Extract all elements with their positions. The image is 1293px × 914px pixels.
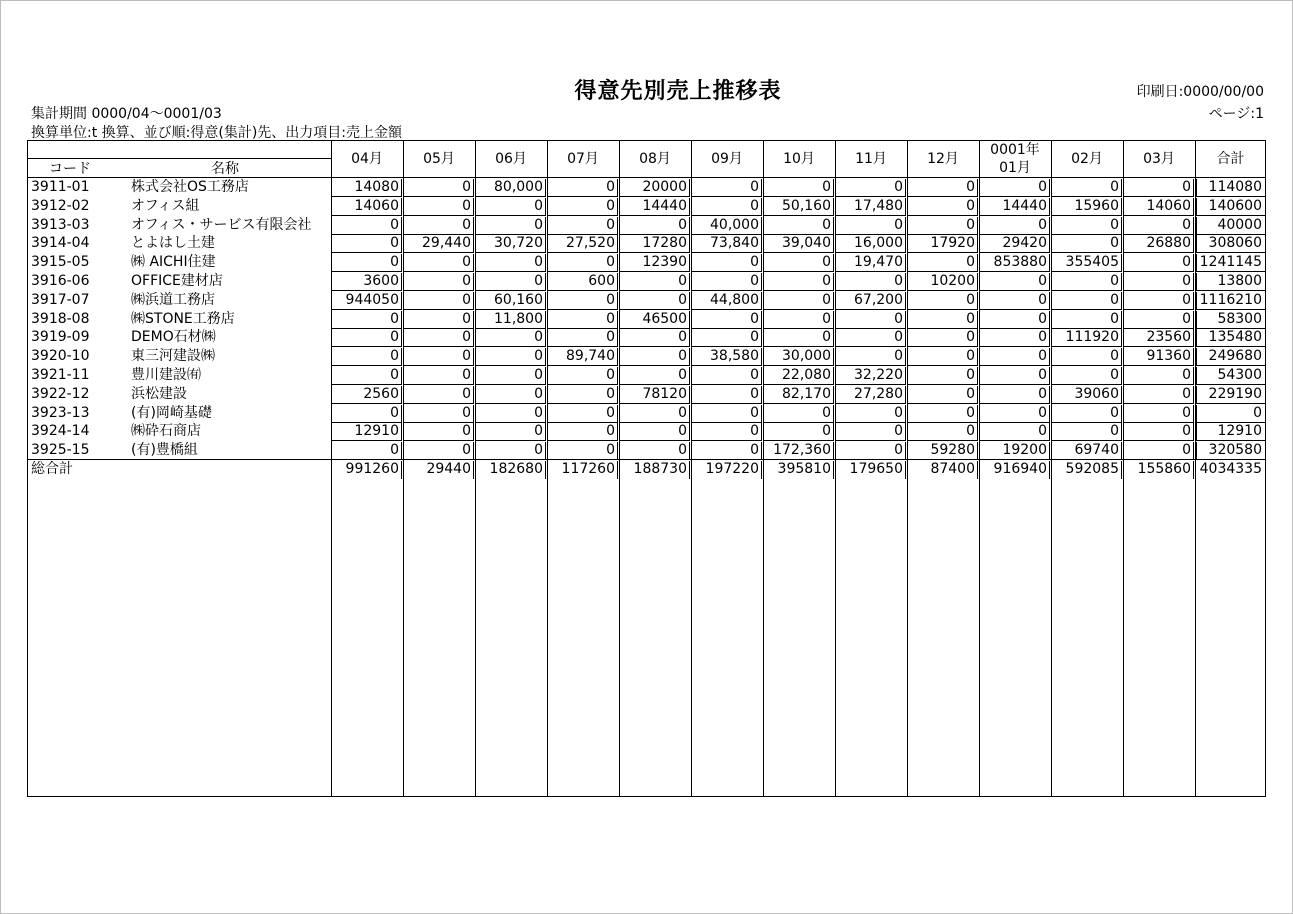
row-month-value: 0 bbox=[1051, 405, 1122, 423]
row-month-value: 0 bbox=[475, 367, 546, 385]
row-month-value: 0 bbox=[331, 367, 402, 385]
row-month-value: 0 bbox=[547, 423, 618, 441]
column-header-month: 12月 bbox=[927, 151, 959, 167]
row-month-value: 22,080 bbox=[763, 367, 834, 385]
row-total-value: 1116210 bbox=[1196, 292, 1265, 310]
row-month-value: 15960 bbox=[1051, 198, 1122, 216]
grand-total-label: 総合計 bbox=[31, 461, 73, 477]
row-month-value: 0 bbox=[331, 217, 402, 235]
row-name: (有)岡崎基礎 bbox=[131, 404, 212, 421]
row-month-value: 0 bbox=[475, 254, 546, 272]
row-month-value: 0 bbox=[547, 442, 618, 460]
row-month-value: 0 bbox=[619, 292, 690, 310]
row-month-value: 0 bbox=[403, 198, 474, 216]
row-month-value: 0 bbox=[475, 348, 546, 366]
row-name: 豊川建設㈲ bbox=[131, 367, 201, 383]
row-month-value: 29420 bbox=[979, 235, 1050, 253]
column-header-month: 04月 bbox=[351, 151, 383, 167]
column-header-month: 09月 bbox=[711, 151, 743, 167]
grand-total-month-value: 155860 bbox=[1123, 461, 1194, 479]
row-month-value: 0 bbox=[907, 217, 978, 235]
row-month-value: 0 bbox=[331, 329, 402, 347]
row-month-value: 14060 bbox=[1123, 198, 1194, 216]
row-month-value: 26880 bbox=[1123, 235, 1194, 253]
row-month-value: 0 bbox=[403, 311, 474, 329]
row-month-value: 12390 bbox=[619, 254, 690, 272]
row-month-value: 2560 bbox=[331, 386, 402, 404]
row-month-value: 14080 bbox=[331, 179, 402, 197]
row-month-value: 0 bbox=[691, 405, 762, 423]
row-month-value: 0 bbox=[619, 273, 690, 291]
grand-total-month-value: 29440 bbox=[403, 461, 474, 479]
row-month-value: 0 bbox=[835, 179, 906, 197]
row-month-value: 0 bbox=[1123, 405, 1194, 423]
row-month-value: 0 bbox=[547, 292, 618, 310]
row-month-value: 0 bbox=[619, 348, 690, 366]
row-month-value: 0 bbox=[619, 217, 690, 235]
column-header-month: 06月 bbox=[495, 151, 527, 167]
row-month-value: 0 bbox=[907, 423, 978, 441]
row-month-value: 0 bbox=[907, 254, 978, 272]
row-month-value: 0 bbox=[979, 423, 1050, 441]
page-number: ページ:1 bbox=[1208, 106, 1264, 122]
row-month-value: 0 bbox=[763, 254, 834, 272]
row-month-value: 0 bbox=[1051, 273, 1122, 291]
column-header-total: 合計 bbox=[1216, 151, 1245, 167]
row-month-value: 0 bbox=[907, 386, 978, 404]
row-month-value: 0 bbox=[835, 405, 906, 423]
row-month-value: 38,580 bbox=[691, 348, 762, 366]
row-month-value: 0 bbox=[835, 423, 906, 441]
row-total-value: 54300 bbox=[1196, 367, 1265, 385]
row-total-value: 40000 bbox=[1196, 217, 1265, 235]
row-month-value: 0 bbox=[547, 405, 618, 423]
row-total-value: 135480 bbox=[1196, 329, 1265, 347]
row-month-value: 0 bbox=[1123, 367, 1194, 385]
row-month-value: 0 bbox=[907, 405, 978, 423]
row-code: 3917-07 bbox=[31, 291, 90, 308]
row-month-value: 0 bbox=[1051, 367, 1122, 385]
row-month-value: 0 bbox=[475, 217, 546, 235]
row-month-value: 0 bbox=[691, 329, 762, 347]
row-month-value: 50,160 bbox=[763, 198, 834, 216]
row-month-value: 0 bbox=[763, 292, 834, 310]
row-month-value: 78120 bbox=[619, 386, 690, 404]
row-month-value: 17280 bbox=[619, 235, 690, 253]
row-month-value: 16,000 bbox=[835, 235, 906, 253]
row-month-value: 23560 bbox=[1123, 329, 1194, 347]
row-month-value: 0 bbox=[691, 367, 762, 385]
row-month-value: 0 bbox=[979, 292, 1050, 310]
row-month-value: 0 bbox=[403, 442, 474, 460]
row-month-value: 39,040 bbox=[763, 235, 834, 253]
row-month-value: 0 bbox=[475, 386, 546, 404]
row-month-value: 0 bbox=[979, 273, 1050, 291]
grand-total-month-value: 179650 bbox=[835, 461, 906, 479]
row-month-value: 0 bbox=[1123, 423, 1194, 441]
column-header-month-sub: 01月 bbox=[999, 160, 1031, 176]
column-header-month: 03月 bbox=[1143, 151, 1175, 167]
row-month-value: 0 bbox=[1051, 292, 1122, 310]
row-name: とよはし土建 bbox=[131, 235, 215, 252]
grand-total-month-value: 188730 bbox=[619, 461, 690, 479]
row-month-value: 46500 bbox=[619, 311, 690, 329]
row-month-value: 0 bbox=[691, 423, 762, 441]
row-month-value: 0 bbox=[1051, 423, 1122, 441]
row-month-value: 0 bbox=[403, 254, 474, 272]
row-month-value: 172,360 bbox=[763, 442, 834, 460]
column-header-month: 11月 bbox=[855, 151, 887, 167]
grand-total-value: 4034335 bbox=[1199, 461, 1262, 477]
row-month-value: 0 bbox=[1051, 235, 1122, 253]
row-name: DEMO石材㈱ bbox=[131, 329, 216, 346]
report-title: 得意先別売上推移表 bbox=[574, 79, 782, 104]
row-month-value: 0 bbox=[331, 348, 402, 366]
row-month-value: 0 bbox=[331, 311, 402, 329]
header-divider bbox=[27, 177, 1266, 178]
row-code: 3914-04 bbox=[31, 235, 90, 252]
row-month-value: 0 bbox=[979, 405, 1050, 423]
grand-total-month-value: 395810 bbox=[763, 461, 834, 479]
row-month-value: 0 bbox=[475, 405, 546, 423]
row-month-value: 91360 bbox=[1123, 348, 1194, 366]
column-header-month: 0001年 bbox=[990, 142, 1040, 158]
row-month-value: 0 bbox=[1123, 386, 1194, 404]
row-month-value: 0 bbox=[547, 217, 618, 235]
row-name: 株式会社OS工務店 bbox=[131, 179, 249, 195]
row-month-value: 0 bbox=[835, 311, 906, 329]
row-month-value: 0 bbox=[907, 367, 978, 385]
row-month-value: 0 bbox=[619, 367, 690, 385]
row-total-value: 12910 bbox=[1196, 423, 1265, 441]
aggregation-period: 集計期間 0000/04～0001/03 bbox=[31, 106, 222, 122]
row-total-value: 58300 bbox=[1196, 311, 1265, 329]
row-month-value: 0 bbox=[1051, 217, 1122, 235]
row-month-value: 14440 bbox=[979, 198, 1050, 216]
row-month-value: 0 bbox=[763, 179, 834, 197]
row-month-value: 0 bbox=[1051, 348, 1122, 366]
row-month-value: 59280 bbox=[907, 442, 978, 460]
row-name: ㈱STONE工務店 bbox=[131, 310, 235, 327]
row-month-value: 0 bbox=[547, 367, 618, 385]
grand-total-month-value: 916940 bbox=[979, 461, 1050, 479]
row-code: 3922-12 bbox=[31, 385, 90, 402]
row-month-value: 40,000 bbox=[691, 217, 762, 235]
row-month-value: 0 bbox=[907, 292, 978, 310]
row-month-value: 0 bbox=[979, 217, 1050, 235]
row-month-value: 0 bbox=[691, 198, 762, 216]
row-month-value: 0 bbox=[907, 311, 978, 329]
row-name: ㈱砕石商店 bbox=[131, 423, 201, 440]
grand-total-month-value: 117260 bbox=[547, 461, 618, 479]
row-month-value: 14440 bbox=[619, 198, 690, 216]
row-month-value: 0 bbox=[619, 329, 690, 347]
row-month-value: 30,720 bbox=[475, 235, 546, 253]
row-month-value: 0 bbox=[1123, 217, 1194, 235]
row-total-value: 140600 bbox=[1196, 198, 1265, 216]
row-month-value: 0 bbox=[403, 217, 474, 235]
row-month-value: 0 bbox=[907, 329, 978, 347]
row-month-value: 0 bbox=[475, 442, 546, 460]
row-code: 3913-03 bbox=[31, 216, 90, 233]
row-name: OFFICE建材店 bbox=[131, 273, 223, 289]
row-month-value: 0 bbox=[1123, 292, 1194, 310]
row-month-value: 0 bbox=[835, 348, 906, 366]
row-month-value: 14060 bbox=[331, 198, 402, 216]
row-month-value: 0 bbox=[403, 179, 474, 197]
row-total-value: 249680 bbox=[1196, 348, 1265, 366]
row-month-value: 0 bbox=[403, 405, 474, 423]
print-date: 印刷日:0000/00/00 bbox=[1136, 84, 1264, 100]
row-month-value: 0 bbox=[907, 198, 978, 216]
row-total-value: 308060 bbox=[1196, 235, 1265, 253]
row-month-value: 0 bbox=[331, 405, 402, 423]
row-month-value: 0 bbox=[475, 423, 546, 441]
row-month-value: 0 bbox=[835, 273, 906, 291]
row-month-value: 11,800 bbox=[475, 311, 546, 329]
row-month-value: 27,280 bbox=[835, 386, 906, 404]
row-month-value: 0 bbox=[1051, 311, 1122, 329]
row-code: 3924-14 bbox=[31, 423, 90, 440]
row-month-value: 0 bbox=[331, 254, 402, 272]
row-name: 浜松建設 bbox=[131, 385, 187, 402]
row-month-value: 0 bbox=[763, 217, 834, 235]
row-month-value: 0 bbox=[691, 254, 762, 272]
row-month-value: 944050 bbox=[331, 292, 402, 310]
grand-total-month-value: 87400 bbox=[907, 461, 978, 479]
row-code: 3911-01 bbox=[31, 179, 90, 195]
column-header-name: 名称 bbox=[211, 161, 239, 177]
row-month-value: 0 bbox=[763, 405, 834, 423]
row-month-value: 19200 bbox=[979, 442, 1050, 460]
row-month-value: 0 bbox=[1051, 179, 1122, 197]
row-month-value: 0 bbox=[331, 442, 402, 460]
row-month-value: 0 bbox=[691, 442, 762, 460]
row-month-value: 19,470 bbox=[835, 254, 906, 272]
row-month-value: 89,740 bbox=[547, 348, 618, 366]
row-month-value: 0 bbox=[979, 348, 1050, 366]
column-header-month: 02月 bbox=[1071, 151, 1103, 167]
row-month-value: 355405 bbox=[1051, 254, 1122, 272]
row-month-value: 0 bbox=[691, 386, 762, 404]
row-total-value: 320580 bbox=[1196, 442, 1265, 460]
row-month-value: 0 bbox=[331, 235, 402, 253]
row-month-value: 0 bbox=[979, 311, 1050, 329]
column-header-code: コード bbox=[49, 161, 91, 177]
grand-total-month-value: 197220 bbox=[691, 461, 762, 479]
row-month-value: 0 bbox=[475, 273, 546, 291]
row-month-value: 0 bbox=[1123, 254, 1194, 272]
row-total-value: 0 bbox=[1196, 405, 1265, 423]
row-month-value: 80,000 bbox=[475, 179, 546, 197]
row-month-value: 0 bbox=[403, 273, 474, 291]
row-month-value: 0 bbox=[835, 442, 906, 460]
row-code: 3925-15 bbox=[31, 442, 90, 459]
grand-total-month-value: 182680 bbox=[475, 461, 546, 479]
row-month-value: 60,160 bbox=[475, 292, 546, 310]
row-month-value: 0 bbox=[1123, 311, 1194, 329]
row-month-value: 0 bbox=[1123, 273, 1194, 291]
row-total-value: 13800 bbox=[1196, 273, 1265, 291]
row-month-value: 0 bbox=[763, 329, 834, 347]
row-month-value: 0 bbox=[691, 179, 762, 197]
row-name: ㈱ AICHI住建 bbox=[131, 254, 216, 271]
row-month-value: 0 bbox=[979, 367, 1050, 385]
row-month-value: 0 bbox=[547, 311, 618, 329]
row-month-value: 0 bbox=[547, 198, 618, 216]
row-month-value: 0 bbox=[691, 273, 762, 291]
grand-total-month-value: 592085 bbox=[1051, 461, 1122, 479]
row-name: オフィス・サービス有限会社 bbox=[131, 216, 312, 233]
row-month-value: 0 bbox=[1123, 442, 1194, 460]
row-month-value: 0 bbox=[691, 311, 762, 329]
row-name: 東三河建設㈱ bbox=[131, 348, 215, 365]
row-month-value: 853880 bbox=[979, 254, 1050, 272]
row-total-value: 1241145 bbox=[1196, 254, 1265, 272]
row-month-value: 0 bbox=[835, 329, 906, 347]
row-total-value: 229190 bbox=[1196, 386, 1265, 404]
row-month-value: 67,200 bbox=[835, 292, 906, 310]
row-month-value: 0 bbox=[403, 329, 474, 347]
row-code: 3919-09 bbox=[31, 329, 90, 346]
report-conditions: 換算単位:t 換算、並び順:得意(集計)先、出力項目:売上金額 bbox=[31, 125, 403, 141]
row-month-value: 0 bbox=[619, 442, 690, 460]
row-month-value: 30,000 bbox=[763, 348, 834, 366]
row-month-value: 17920 bbox=[907, 235, 978, 253]
row-code: 3918-08 bbox=[31, 310, 90, 327]
row-code: 3923-13 bbox=[31, 404, 90, 421]
row-month-value: 29,440 bbox=[403, 235, 474, 253]
column-header-month: 07月 bbox=[567, 151, 599, 167]
row-month-value: 17,480 bbox=[835, 198, 906, 216]
row-month-value: 0 bbox=[619, 405, 690, 423]
column-header-month: 05月 bbox=[423, 151, 455, 167]
row-month-value: 0 bbox=[979, 386, 1050, 404]
row-month-value: 0 bbox=[979, 329, 1050, 347]
row-month-value: 0 bbox=[763, 311, 834, 329]
row-month-value: 0 bbox=[403, 386, 474, 404]
row-month-value: 0 bbox=[547, 329, 618, 347]
row-month-value: 0 bbox=[1123, 179, 1194, 197]
row-month-value: 0 bbox=[763, 423, 834, 441]
row-month-value: 3600 bbox=[331, 273, 402, 291]
row-month-value: 27,520 bbox=[547, 235, 618, 253]
row-name: ㈱浜道工務店 bbox=[131, 291, 215, 308]
header-sub-divider bbox=[27, 158, 331, 159]
row-month-value: 39060 bbox=[1051, 386, 1122, 404]
row-month-value: 0 bbox=[907, 348, 978, 366]
row-month-value: 0 bbox=[979, 179, 1050, 197]
row-month-value: 82,170 bbox=[763, 386, 834, 404]
row-month-value: 0 bbox=[403, 367, 474, 385]
row-month-value: 12910 bbox=[331, 423, 402, 441]
row-month-value: 0 bbox=[619, 423, 690, 441]
column-header-month: 10月 bbox=[783, 151, 815, 167]
row-code: 3912-02 bbox=[31, 197, 90, 214]
row-month-value: 0 bbox=[547, 179, 618, 197]
row-month-value: 0 bbox=[475, 198, 546, 216]
row-month-value: 73,840 bbox=[691, 235, 762, 253]
row-month-value: 0 bbox=[763, 273, 834, 291]
row-month-value: 32,220 bbox=[835, 367, 906, 385]
row-month-value: 0 bbox=[403, 292, 474, 310]
row-month-value: 0 bbox=[907, 179, 978, 197]
row-month-value: 0 bbox=[475, 329, 546, 347]
row-name: (有)豊橋組 bbox=[131, 442, 198, 459]
row-total-value: 114080 bbox=[1196, 179, 1265, 197]
row-month-value: 0 bbox=[835, 217, 906, 235]
row-month-value: 69740 bbox=[1051, 442, 1122, 460]
row-month-value: 10200 bbox=[907, 273, 978, 291]
row-month-value: 0 bbox=[403, 423, 474, 441]
grand-total-month-value: 991260 bbox=[331, 461, 402, 479]
row-name: オフィス組 bbox=[131, 197, 200, 214]
row-month-value: 44,800 bbox=[691, 292, 762, 310]
column-header-month: 08月 bbox=[639, 151, 671, 167]
row-code: 3916-06 bbox=[31, 273, 90, 289]
row-month-value: 600 bbox=[547, 273, 618, 291]
row-code: 3921-11 bbox=[31, 367, 90, 383]
row-month-value: 20000 bbox=[619, 179, 690, 197]
row-month-value: 0 bbox=[547, 254, 618, 272]
row-month-value: 0 bbox=[547, 386, 618, 404]
row-month-value: 0 bbox=[403, 348, 474, 366]
row-code: 3920-10 bbox=[31, 348, 90, 365]
row-code: 3915-05 bbox=[31, 254, 90, 271]
row-month-value: 111920 bbox=[1051, 329, 1122, 347]
